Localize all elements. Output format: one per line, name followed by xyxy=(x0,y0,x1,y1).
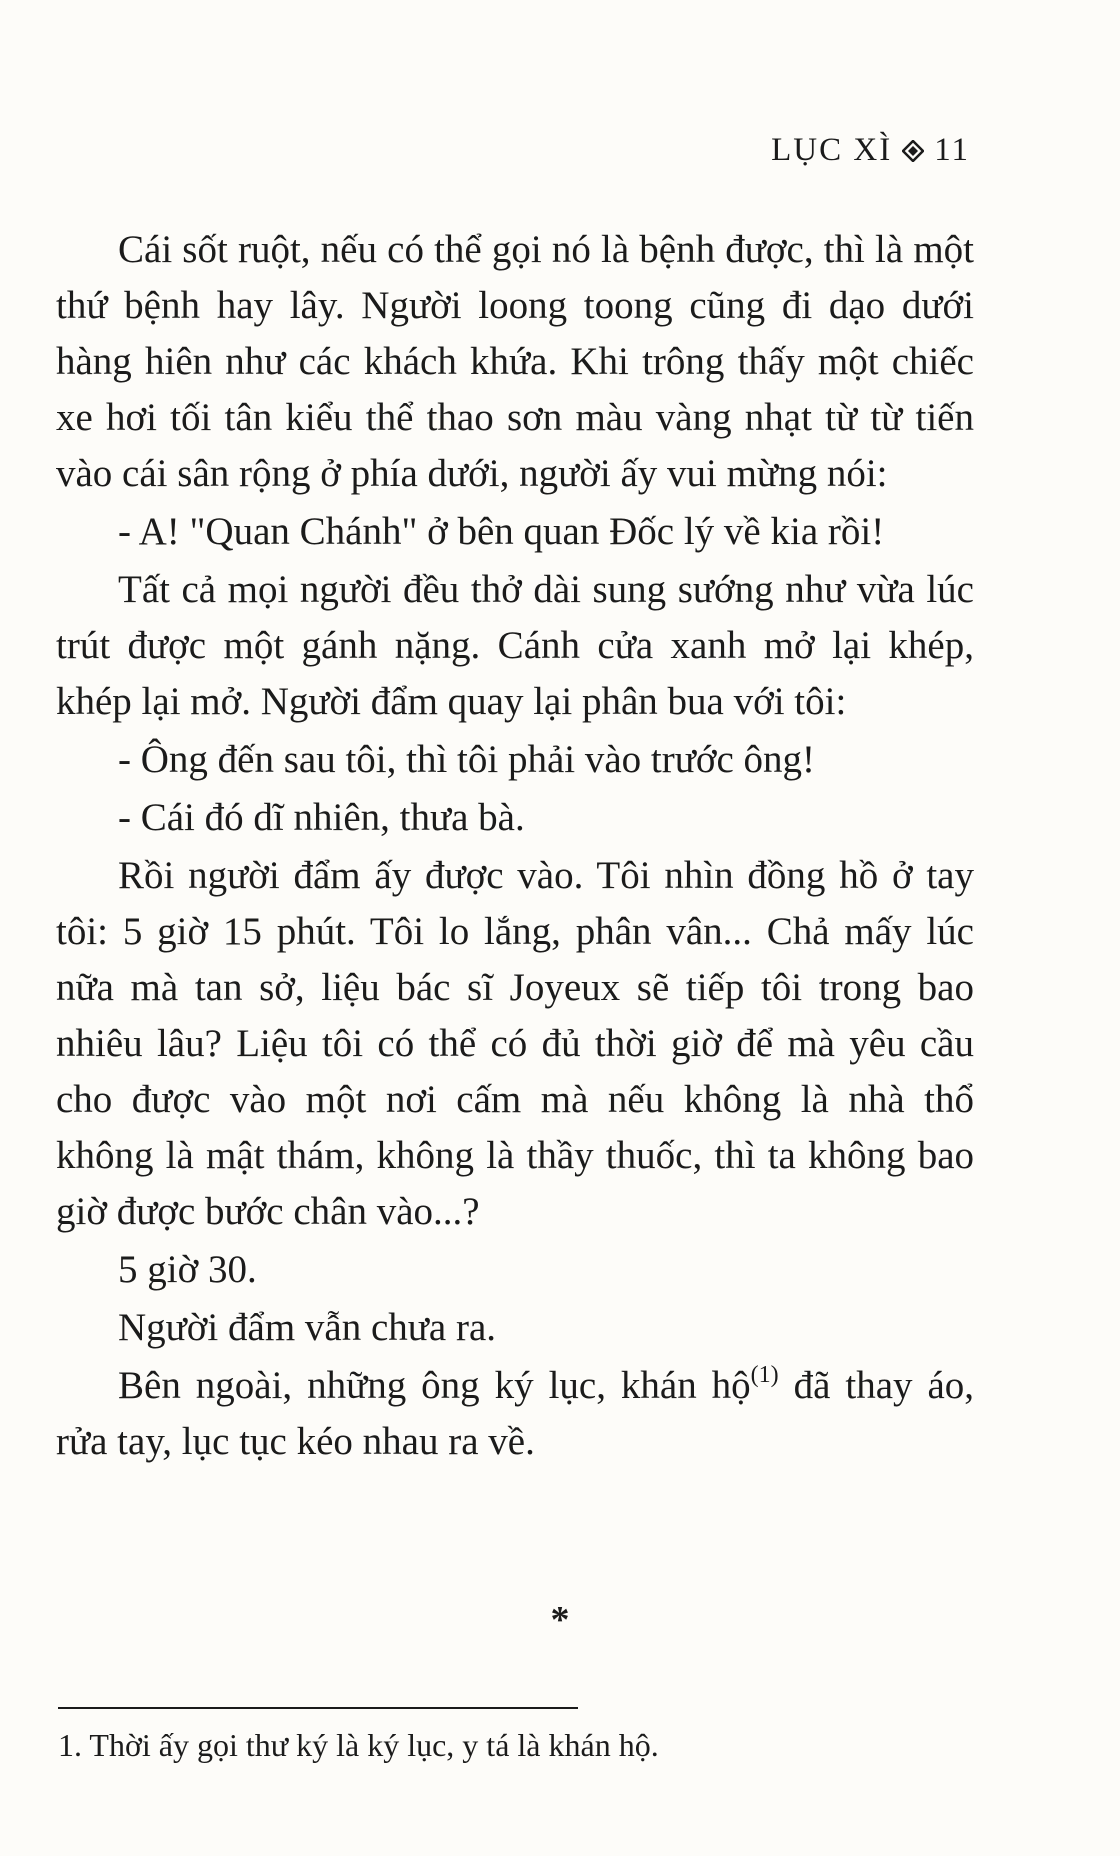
paragraph xyxy=(56,1358,974,1470)
diamond-icon xyxy=(902,140,924,162)
paragraph: Người đẩm vẫn chưa ra. xyxy=(118,1306,497,1349)
paragraph: - Cái đó dĩ nhiên, thưa bà. xyxy=(118,796,525,839)
footnote-divider xyxy=(58,1707,578,1709)
footnote: 1. Thời ấy gọi thư ký là ký lục, y tá là khán hộ. xyxy=(58,1727,659,1763)
paragraph: - A! "Quan Chánh" ở bên quan Đốc lý về kia rồi! xyxy=(118,510,885,553)
footnote-reference: (1) xyxy=(750,1362,779,1388)
paragraph: - Ông đến sau tôi, thì tôi phải vào trước ông! xyxy=(118,738,816,781)
book-title: LỤC XÌ xyxy=(771,132,893,168)
paragraph: Rồi người đẩm ấy được vào. Tôi nhìn đồng hồ ở tay tôi: 5 giờ 15 phút. Tôi lo lắng, phân vân... Chả mấy lúc nữa mà tan sở, liệu bác sĩ Joyeux sẽ tiếp tôi trong bao nhiêu lâu? Liệu tôi có thể có đủ thời giờ để mà yêu cầu cho được vào một nơi cấm mà nếu không là nhà thổ không là mật thám, không là thầy thuốc, thì ta không bao giờ được bước chân vào...? xyxy=(56,854,974,1233)
paragraph-text: đã thay áo, rửa tay, lục tục kéo nhau ra về. xyxy=(56,1364,975,1463)
scene-break: * xyxy=(550,1599,570,1641)
running-head xyxy=(771,132,970,169)
paragraph: Cái sốt ruột, nếu có thể gọi nó là bệnh được, thì là một thứ bệnh hay lây. Người loong toong cũng đi dạo dưới hàng hiên như các khách khứa. Khi trông thấy một chiếc xe hơi tối tân kiểu thể thao sơn màu vàng nhạt từ từ tiến vào cái sân rộng ở phía dưới, người ấy vui mừng nói: xyxy=(56,228,974,495)
paragraph-text: Bên ngoài, những ông ký lục, khán hộ xyxy=(118,1364,751,1407)
paragraph: Tất cả mọi người đều thở dài sung sướng như vừa lúc trút được một gánh nặng. Cánh cửa xanh mở lại khép, khép lại mở. Người đẩm quay lại phân bua với tôi: xyxy=(56,568,974,723)
paragraph: 5 giờ 30. xyxy=(118,1248,257,1291)
page-number: 11 xyxy=(934,132,970,168)
body-text xyxy=(56,222,974,1472)
